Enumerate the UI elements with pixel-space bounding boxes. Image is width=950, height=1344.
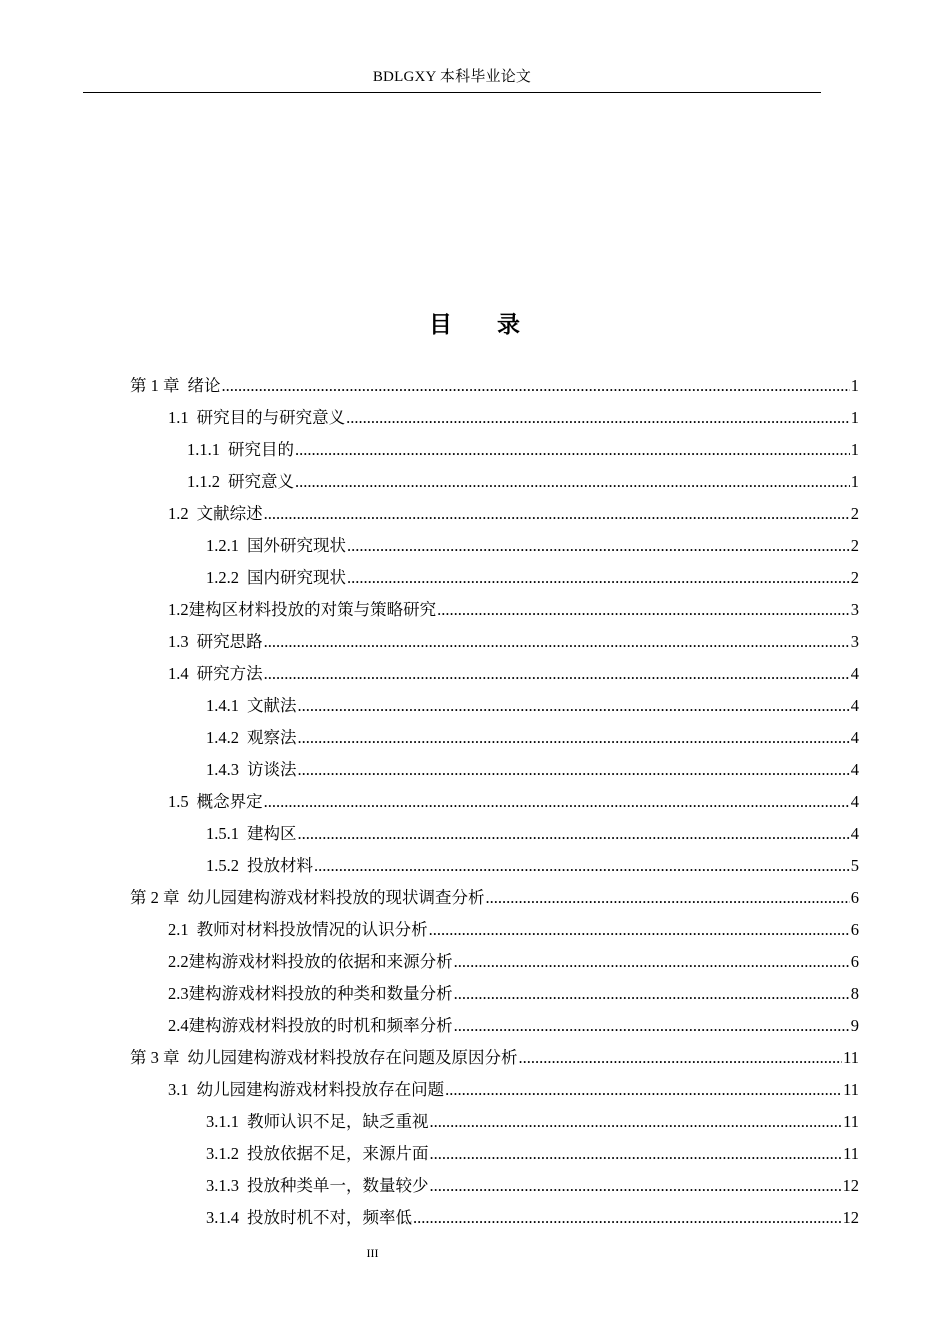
toc-entry-label: 研究方法 xyxy=(196,664,263,683)
toc-entry-page: 1 xyxy=(850,376,859,395)
toc-entry-number: 1.5.1 xyxy=(206,824,239,843)
toc-entry-number: 第 3 章 xyxy=(130,1048,180,1067)
toc-dot-leader xyxy=(413,1203,842,1233)
toc-entry-label: 访谈法 xyxy=(247,760,297,779)
toc-dot-leader xyxy=(454,1011,850,1041)
toc-entry-number: 3.1 xyxy=(168,1080,189,1099)
toc-entry-page: 1 xyxy=(850,440,859,459)
toc-entry[interactable] xyxy=(206,1139,859,1169)
toc-entry-page: 5 xyxy=(850,856,859,875)
toc-dot-leader xyxy=(264,627,850,657)
toc-dot-leader xyxy=(346,403,850,433)
toc-dot-leader xyxy=(519,1043,843,1073)
toc-entry-page: 3 xyxy=(850,632,859,651)
toc-entry-number: 1.4.3 xyxy=(206,760,239,779)
toc-entry-label: 幼儿园建构游戏材料投放的现状调查分析 xyxy=(187,888,485,907)
toc-dot-leader xyxy=(298,755,850,785)
toc-entry[interactable] xyxy=(206,819,859,849)
toc-entry[interactable] xyxy=(130,371,859,401)
toc-entry-page: 4 xyxy=(850,728,859,747)
toc-entry-label: 观察法 xyxy=(247,728,297,747)
toc-entry-number: 3.1.1 xyxy=(206,1112,239,1131)
toc-entry[interactable] xyxy=(168,979,859,1009)
toc-entry-page: 4 xyxy=(850,792,859,811)
toc-entry-page: 6 xyxy=(850,920,859,939)
toc-entry-number: 1.2 xyxy=(168,504,189,523)
toc-entry-page: 4 xyxy=(850,824,859,843)
toc-entry-page: 11 xyxy=(843,1048,859,1067)
toc-entry-label: 教师认识不足，缺乏重视 xyxy=(247,1112,429,1131)
toc-entry-label: 研究思路 xyxy=(196,632,263,651)
toc-entry-label: 建构游戏材料投放的依据和来源分析 xyxy=(188,952,453,971)
header-text: BDLGXY 本科毕业论文 xyxy=(372,69,532,85)
toc-entry-page: 2 xyxy=(850,504,859,523)
toc-entry-number: 1.1 xyxy=(168,408,189,427)
toc-entry-number: 第 1 章 xyxy=(130,376,180,395)
toc-entry-number: 1.1.2 xyxy=(187,472,220,491)
toc-entry[interactable] xyxy=(130,883,859,913)
toc-entry-page: 6 xyxy=(850,952,859,971)
toc-entry[interactable] xyxy=(168,915,859,945)
page-number: III xyxy=(366,1246,379,1260)
toc-entry-page: 4 xyxy=(850,664,859,683)
toc-entry-label: 研究目的 xyxy=(228,440,294,459)
toc-dot-leader xyxy=(347,563,850,593)
toc-dot-leader xyxy=(264,787,850,817)
toc-entry-label: 投放依据不足，来源片面 xyxy=(247,1144,429,1163)
toc-entry-page: 6 xyxy=(850,888,859,907)
toc-entry-label: 建构游戏材料投放的种类和数量分析 xyxy=(188,984,453,1003)
toc-entry-number: 1.4.2 xyxy=(206,728,239,747)
toc-dot-leader xyxy=(454,947,850,977)
toc-entry[interactable] xyxy=(206,1171,859,1201)
toc-entry[interactable] xyxy=(187,435,859,465)
toc-dot-leader xyxy=(264,659,850,689)
toc-entry[interactable] xyxy=(206,531,859,561)
toc-entry-label: 国内研究现状 xyxy=(247,568,346,587)
toc-entry-page: 12 xyxy=(842,1208,859,1227)
toc-entry-number: 第 2 章 xyxy=(130,888,180,907)
toc-entry-label: 幼儿园建构游戏材料投放存在问题 xyxy=(196,1080,445,1099)
toc-entry[interactable] xyxy=(206,755,859,785)
toc-entry[interactable] xyxy=(206,691,859,721)
toc-entry-number: 1.3 xyxy=(168,632,189,651)
toc-entry-number: 3.1.2 xyxy=(206,1144,239,1163)
toc-entry-number: 1.5 xyxy=(168,792,189,811)
toc-dot-leader xyxy=(437,595,850,625)
toc-entry-label: 概念界定 xyxy=(196,792,263,811)
toc-entry-label: 建构区材料投放的对策与策略研究 xyxy=(188,600,437,619)
toc-entry[interactable] xyxy=(168,595,859,625)
toc-entry[interactable] xyxy=(206,723,859,753)
toc-entry-page: 2 xyxy=(850,536,859,555)
toc-entry-number: 1.4.1 xyxy=(206,696,239,715)
toc-entry-number: 2.4 xyxy=(168,1016,189,1035)
toc-entry[interactable] xyxy=(206,563,859,593)
toc-entry-number: 2.3 xyxy=(168,984,189,1003)
toc-entry-label: 建构区 xyxy=(247,824,297,843)
toc-title xyxy=(0,306,950,339)
toc-dot-leader xyxy=(298,691,850,721)
toc-entry-label: 绪论 xyxy=(187,376,221,395)
toc-entry-label: 幼儿园建构游戏材料投放存在问题及原因分析 xyxy=(187,1048,518,1067)
page-header xyxy=(83,62,821,93)
toc-entry[interactable] xyxy=(168,659,859,689)
toc-dot-leader xyxy=(295,467,850,497)
toc-dot-leader xyxy=(295,435,850,465)
toc-entry-label: 国外研究现状 xyxy=(247,536,346,555)
toc-entry[interactable] xyxy=(206,851,859,881)
toc-entry-label: 研究意义 xyxy=(228,472,294,491)
toc-entry-label: 文献综述 xyxy=(196,504,263,523)
toc-dot-leader xyxy=(445,1075,842,1105)
toc-entry-label: 教师对材料投放情况的认识分析 xyxy=(196,920,428,939)
toc-entry-label: 投放时机不对，频率低 xyxy=(247,1208,412,1227)
toc-entry[interactable] xyxy=(168,787,859,817)
toc-entry-number: 3.1.3 xyxy=(206,1176,239,1195)
toc-entry-page: 9 xyxy=(850,1016,859,1035)
toc-entry-page: 11 xyxy=(843,1112,859,1131)
toc-entry[interactable] xyxy=(206,1203,859,1233)
toc-entry-number: 2.1 xyxy=(168,920,189,939)
toc-entry[interactable] xyxy=(187,467,859,497)
toc-dot-leader xyxy=(347,531,850,561)
page-footer xyxy=(0,1246,745,1261)
toc-entry-page: 11 xyxy=(843,1080,859,1099)
toc-dot-leader xyxy=(430,1107,843,1137)
toc-entry-label: 文献法 xyxy=(247,696,297,715)
toc-entry-page: 4 xyxy=(850,760,859,779)
toc-entry-page: 3 xyxy=(850,600,859,619)
toc-entry[interactable] xyxy=(168,403,859,433)
toc-dot-leader xyxy=(429,915,850,945)
toc-entry-number: 1.2.2 xyxy=(206,568,239,587)
toc-entry-page: 1 xyxy=(850,472,859,491)
toc-entry-number: 1.1.1 xyxy=(187,440,220,459)
toc-entry-page: 1 xyxy=(850,408,859,427)
toc-entry[interactable] xyxy=(168,499,859,529)
toc-entry[interactable] xyxy=(168,947,859,977)
toc-entry-number: 1.2 xyxy=(168,600,189,619)
toc-dot-leader xyxy=(486,883,850,913)
toc-entry-label: 建构游戏材料投放的时机和频率分析 xyxy=(188,1016,453,1035)
toc-title-left: 目 xyxy=(428,312,453,338)
toc-entry-page: 11 xyxy=(843,1144,859,1163)
toc-dot-leader xyxy=(264,499,850,529)
toc-entry[interactable] xyxy=(130,1043,859,1073)
toc-title-right: 录 xyxy=(497,312,522,338)
toc-dot-leader xyxy=(298,819,850,849)
toc-dot-leader xyxy=(430,1139,843,1169)
toc-entry-number: 3.1.4 xyxy=(206,1208,239,1227)
toc-entry-number: 1.4 xyxy=(168,664,189,683)
toc-entry-number: 1.2.1 xyxy=(206,536,239,555)
toc-entry[interactable] xyxy=(168,1011,859,1041)
toc-entry-page: 12 xyxy=(842,1176,859,1195)
toc-entry[interactable] xyxy=(206,1107,859,1137)
toc-entry-number: 2.2 xyxy=(168,952,189,971)
toc-entry-label: 投放种类单一，数量较少 xyxy=(247,1176,429,1195)
toc-entry[interactable] xyxy=(168,1075,859,1105)
toc-entry[interactable] xyxy=(168,627,859,657)
toc-entry-label: 投放材料 xyxy=(247,856,313,875)
toc-entry-page: 8 xyxy=(850,984,859,1003)
toc-entry-page: 4 xyxy=(850,696,859,715)
toc-dot-leader xyxy=(298,723,850,753)
toc-entry-page: 2 xyxy=(850,568,859,587)
toc-dot-leader xyxy=(430,1171,842,1201)
toc-entry-number: 1.5.2 xyxy=(206,856,239,875)
toc-entry-label: 研究目的与研究意义 xyxy=(196,408,346,427)
toc-dot-leader xyxy=(314,851,850,881)
toc-dot-leader xyxy=(454,979,850,1009)
toc-dot-leader xyxy=(222,371,850,401)
